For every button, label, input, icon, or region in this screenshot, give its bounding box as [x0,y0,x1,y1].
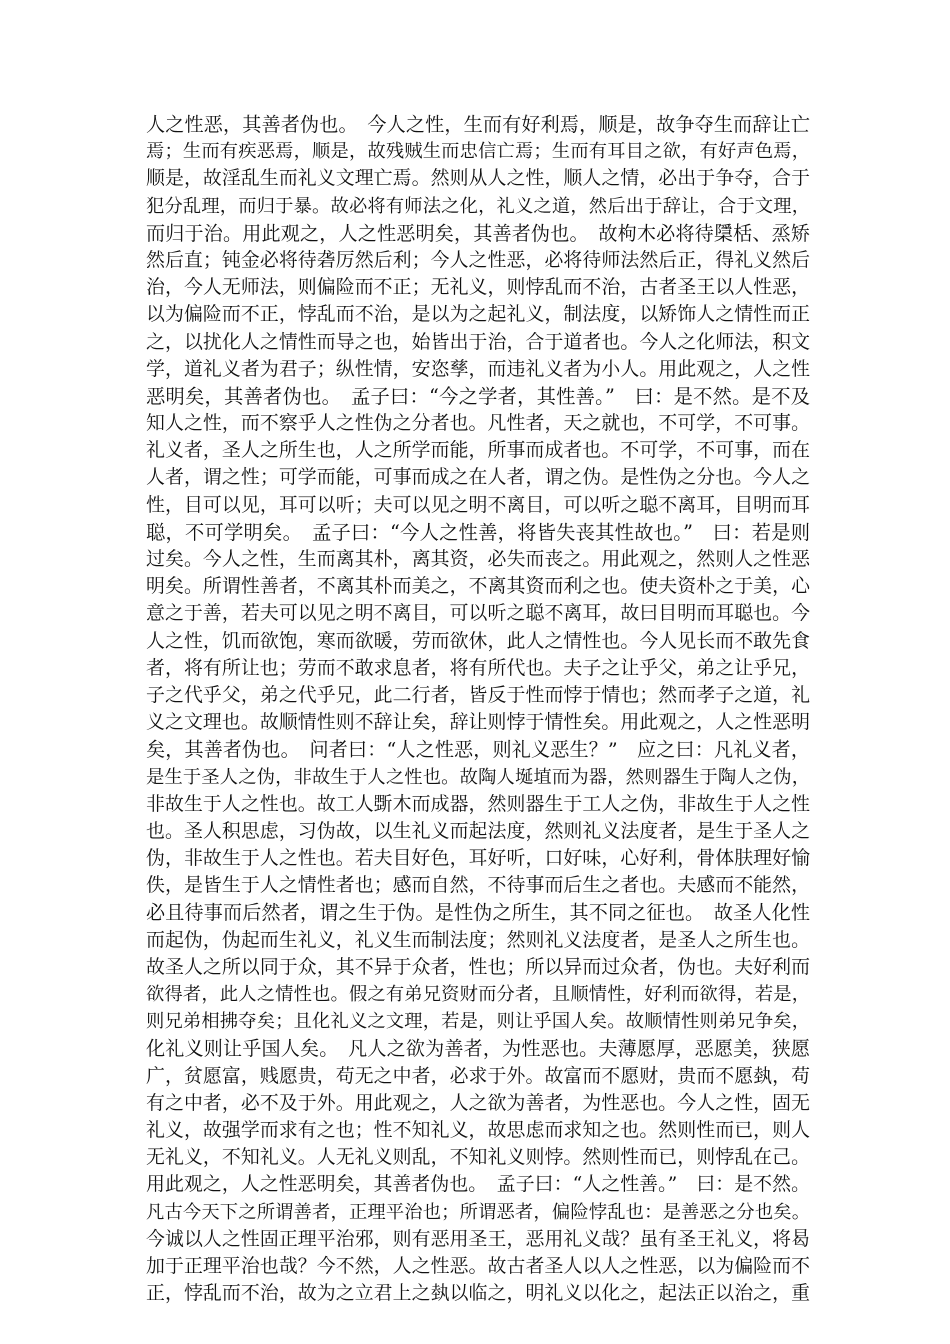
text-line: 聪，不可学明矣。 孟子曰：“今人之性善，将皆失丧其性故也。” 曰：若是则 [146,520,810,544]
text-line: 礼义者，圣人之所生也，人之所学而能，所事而成者也。不可学，不可事，而在 [146,439,810,462]
text-line: 过矣。今人之性，生而离其朴，离其资，必失而丧之。用此观之，然则人之性恶 [146,548,810,570]
text-line: 有之中者，必不及于外。用此观之，人之欲为善者，为性恶也。今人之性，固无 [146,1091,810,1114]
text-line: 化礼义则让乎国人矣。 凡人之欲为善者，为性恶也。夫薄愿厚，恶愿美，狭愿 [146,1037,810,1061]
text-line: 加于正理平治也哉？今不然，人之性恶。故古者圣人以人之性恶，以为偏险而不 [146,1254,810,1277]
text-line: 恶明矣，其善者伪也。 孟子曰：“今之学者，其性善。” 曰：是不然。是不及 [146,384,810,408]
text-line: 无礼义，不知礼义。人无礼义则乱，不知礼义则悖。然则性而已，则悖乱在己。 [146,1146,810,1169]
text-line: 矣，其善者伪也。 问者曰：“人之性恶，则礼义恶生？” 应之曰：凡礼义者， [146,738,810,762]
text-line: 凡古今天下之所谓善者，正理平治也；所谓恶者，偏险悖乱也：是善恶之分也矣。 [146,1201,810,1223]
text-line: 焉；生而有疾恶焉，顺是，故残贼生而忠信亡焉；生而有耳目之欲，有好声色焉， [146,141,810,163]
text-line: 佚，是皆生于人之情性者也；感而自然，不待事而后生之者也。夫感而不能然， [146,874,810,897]
text-line: 明矣。所谓性善者，不离其朴而美之，不离其资而利之也。使夫资朴之于美，心 [146,575,810,598]
text-line: 学，道礼义者为君子；纵性情，安恣孳，而违礼义者为小人。用此观之，人之性 [146,357,810,380]
text-line: 必且待事而后然者，谓之生于伪。是性伪之所生，其不同之征也。 故圣人化性 [146,901,810,925]
text-line: 正，悖乱而不治，故为之立君上之埶以临之，明礼义以化之，起法正以治之，重 [146,1282,810,1305]
text-line: 然后直；钝金必将待砻厉然后利；今人之性恶，必将待师法然后正，得礼义然后 [146,248,810,271]
text-line: 犯分乱理，而归于暴。故必将有师法之化，礼义之道，然后出于辞让，合于文理， [146,195,810,217]
text-line: 广，贫愿富，贱愿贵，苟无之中者，必求于外。故富而不愿财，贵而不愿埶，苟 [146,1064,810,1087]
text-line: 意之于善，若夫可以见之明不离目，可以听之聪不离耳，故曰目明而耳聪也。今 [146,602,810,625]
text-line: 之，以扰化人之情性而导之也，始皆出于治，合于道者也。今人之化师法，积文 [146,330,810,353]
text-line: 欲得者，此人之情性也。假之有弟兄资财而分者，且顺情性，好利而欲得，若是， [146,984,810,1005]
text-line: 顺是，故淫乱生而礼义文理亡焉。然则从人之性，顺人之情，必出于争夺，合于 [146,167,810,190]
text-line: 礼义，故强学而求有之也；性不知礼义，故思虑而求知之也。然则性而已，则人 [146,1118,810,1141]
text-line: 也。圣人积思虑，习伪故，以生礼义而起法度，然则礼义法度者，是生于圣人之 [146,819,810,842]
text-line: 而起伪，伪起而生礼义，礼义生而制法度；然则礼义法度者，是圣人之所生也。 [146,928,810,951]
body-text [146,111,810,1307]
text-line: 子之代乎父，弟之代乎兄，此二行者，皆反于性而悖于情也；然而孝子之道，礼 [146,683,810,706]
text-line: 则兄弟相拂夺矣；且化礼义之文理，若是，则让乎国人矣。故顺情性则弟兄争矣， [146,1011,810,1033]
text-line: 性，目可以见，耳可以听；夫可以见之明不离目，可以听之聪不离耳，目明而耳 [146,493,810,516]
text-line: 人之性，饥而欲饱，寒而欲暖，劳而欲休，此人之情性也。今人见长而不敢先食 [146,629,810,652]
text-line: 是生于圣人之伪，非故生于人之性也。故陶人埏埴而为器，然则器生于陶人之伪， [146,766,810,788]
text-line: 者，将有所让也；劳而不敢求息者，将有所代也。夫子之让乎父，弟之让乎兄， [146,656,810,679]
text-line: 知人之性，而不察乎人之性伪之分者也。凡性者，天之就也，不可学，不可事。 [146,412,810,435]
text-line: 今诚以人之性固正理平治邪，则有恶用圣王，恶用礼义哉？虽有圣王礼义，将曷 [146,1227,810,1250]
text-line: 治，今人无师法，则偏险而不正；无礼义，则悖乱而不治，古者圣王以人性恶， [146,276,810,299]
text-line: 伪，非故生于人之性也。若夫目好色，耳好听，口好味，心好利，骨体肤理好愉 [146,847,810,870]
text-line: 用此观之，人之性恶明矣，其善者伪也。 孟子曰：“人之性善。” 曰：是不然。 [146,1173,810,1196]
text-line: 义之文理也。故顺情性则不辞让矣，辞让则悖于情性矣。用此观之，人之性恶明 [146,711,810,734]
text-line: 非故生于人之性也。故工人斲木而成器，然则器生于工人之伪，非故生于人之性 [146,792,810,815]
text-line: 人者，谓之性；可学而能，可事而成之在人者，谓之伪。是性伪之分也。今人之 [146,466,810,489]
text-line: 而归于治。用此观之，人之性恶明矣，其善者伪也。 故枸木必将待檃栝、烝矫 [146,221,810,245]
text-line: 故圣人之所以同于众，其不异于众者，性也；所以异而过众者，伪也。夫好利而 [146,955,810,978]
text-line: 以为偏险而不正，悖乱而不治，是以为之起礼义，制法度，以矫饰人之情性而正 [146,303,810,326]
text-line: 人之性恶，其善者伪也。 今人之性，生而有好利焉，顺是，故争夺生而辞让亡 [146,113,810,136]
